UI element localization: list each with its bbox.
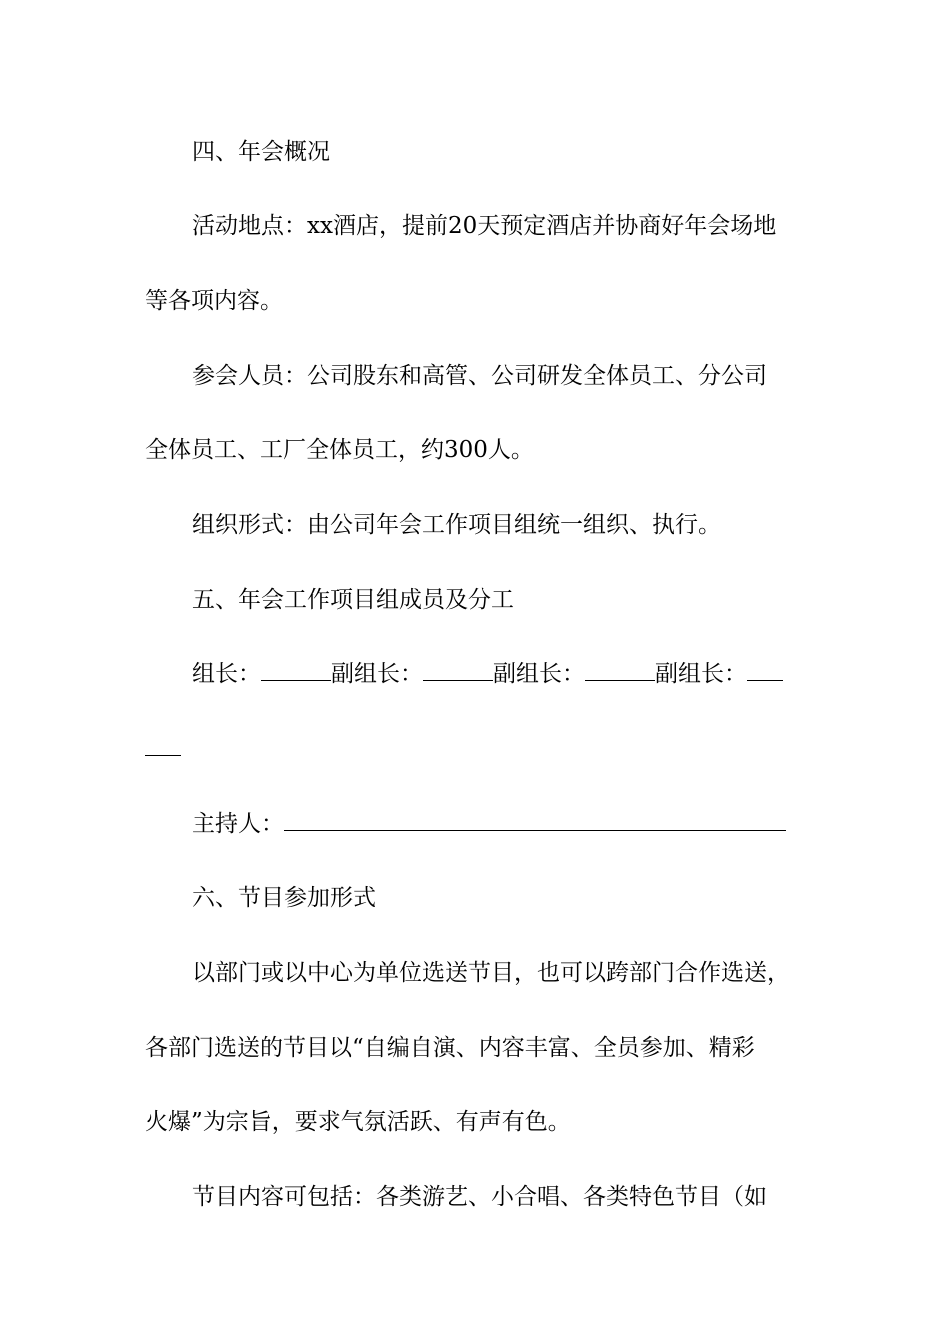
vice-leader-3-blank-cont xyxy=(145,734,181,756)
vice-leader-1-blank xyxy=(423,659,493,681)
section-5-title: 五、年会工作项目组成员及分工 xyxy=(192,587,514,613)
attendees-line-2: 全体员工、工厂全体员工，约300人。 xyxy=(145,437,534,463)
team-roles-line-2 xyxy=(145,734,895,764)
team-roles-line xyxy=(192,659,892,689)
section-4-title: 四、年会概况 xyxy=(192,139,330,165)
vice-leader-1-label: 副组长： xyxy=(331,661,423,687)
host-line xyxy=(192,809,892,839)
content-line-1: 节目内容可包括：各类游艺、小合唱、各类特色节目（如 xyxy=(192,1184,767,1210)
organization-form: 组织形式：由公司年会工作项目组统一组织、执行。 xyxy=(192,512,721,538)
section-6-title: 六、节目参加形式 xyxy=(192,885,376,911)
vice-leader-2-blank xyxy=(585,659,655,681)
program-line-2: 各部门选送的节目以“自编自演、内容丰富、全员参加、精彩 xyxy=(145,1035,755,1061)
program-line-3: 火爆”为宗旨，要求气氛活跃、有声有色。 xyxy=(145,1109,571,1135)
vice-leader-2-label: 副组长： xyxy=(493,661,585,687)
host-blank xyxy=(284,809,786,831)
leader-blank xyxy=(261,659,331,681)
vice-leader-3-blank xyxy=(747,659,783,681)
vice-leader-3-label: 副组长： xyxy=(655,661,747,687)
leader-label: 组长： xyxy=(192,661,261,687)
attendees-line-1: 参会人员：公司股东和高管、公司研发全体员工、分公司 xyxy=(192,363,767,389)
host-label: 主持人： xyxy=(192,811,284,837)
venue-line-1: 活动地点：xx酒店，提前20天预定酒店并协商好年会场地 xyxy=(192,213,777,239)
program-line-1: 以部门或以中心为单位选送节目，也可以跨部门合作选送， xyxy=(192,960,790,986)
venue-line-2: 等各项内容。 xyxy=(145,288,283,314)
